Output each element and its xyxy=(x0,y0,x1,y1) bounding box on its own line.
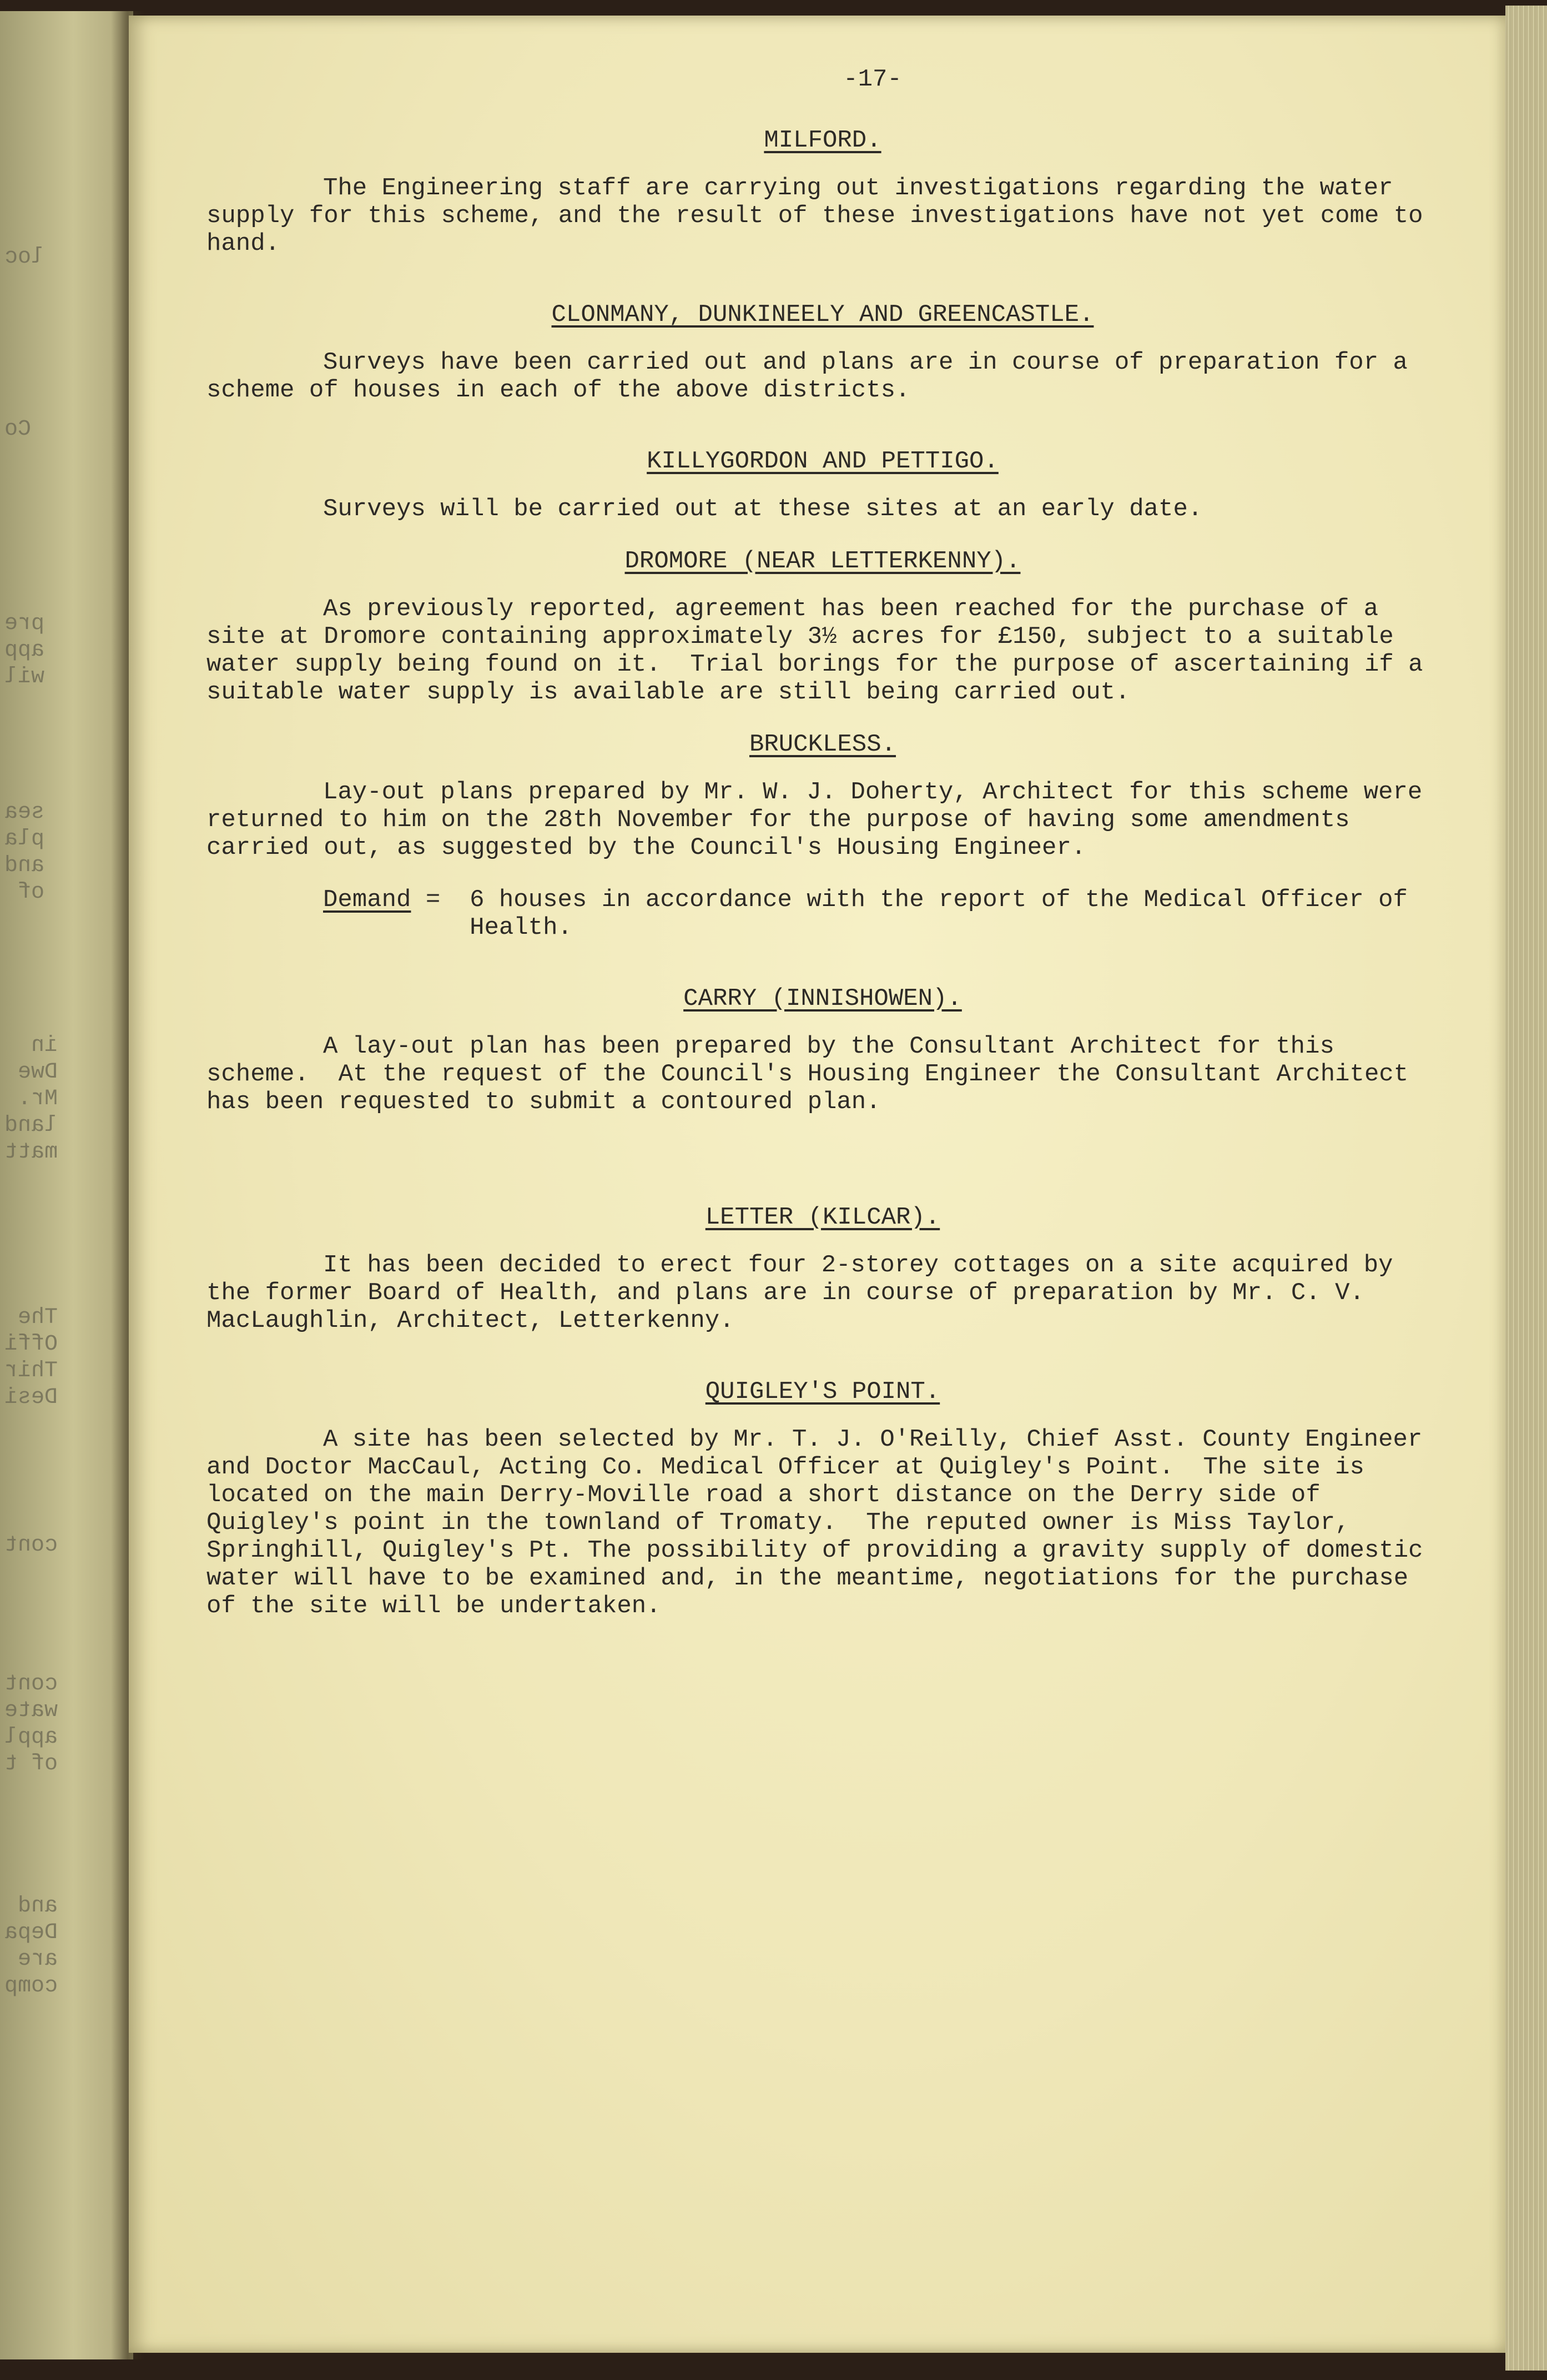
section-paragraph: Surveys have been carried out and plans are in course of preparation for a scheme of houses in each of the above districts. xyxy=(206,349,1423,404)
demand-line xyxy=(323,886,1439,942)
section-heading: QUIGLEY'S POINT. xyxy=(705,1378,940,1406)
section-paragraph: A lay-out plan has been prepared by the Consultant Architect for this scheme. At the request of the Council's Housing Engineer the Consultant Architect has been requested to submit a contoured plan. xyxy=(206,1033,1423,1116)
page-number: -17- xyxy=(843,66,902,93)
section-heading: BRUCKLESS. xyxy=(749,731,896,758)
section-heading: MILFORD. xyxy=(764,127,881,154)
section-paragraph: As previously reported, agreement has been reached for the purchase of a site at Dromore containing approximately 3½ acres for £150, subject to a suitable water supply being found on it. Trial borings for the purpose of ascertaining if a suitable water supply is available are still being carried out. xyxy=(206,595,1438,706)
bleed-through-text: The Offi Thir Desi xyxy=(4,1305,58,1410)
demand-label: Demand xyxy=(323,886,411,914)
spacer xyxy=(206,1159,1439,1204)
bleed-through-text: Co xyxy=(4,417,32,442)
demand-equals: = xyxy=(411,886,470,914)
section-paragraph: The Engineering staff are carrying out investigations regarding the water supply for this scheme, and the result of these investigations have not yet come to hand. xyxy=(206,174,1438,258)
section-heading: KILLYGORDON AND PETTIGO. xyxy=(647,447,999,475)
page-stack-edge xyxy=(1505,6,1547,2371)
section-heading: CARRY (INNISHOWEN). xyxy=(683,985,962,1013)
section-paragraph: Surveys will be carried out at these sites at an early date. xyxy=(323,495,1203,523)
section-paragraph: A site has been selected by Mr. T. J. O'Reilly, Chief Asst. County Engineer and Doctor MacCaul, Acting Co. Medical Officer at Quigley's Point. The site is located on the main Derry-Moville road a short distance on the Derry side of Quigley's point in the townland of Tromaty. The reputed owner is Miss Taylor, Springhill, Quigley's Pt. The possibility of providing a gravity supply of domestic water will have to be examined and, in the meantime, negotiations for the purchase of the site will be undertaken. xyxy=(206,1426,1438,1620)
demand-text: 6 houses in accordance with the report of the Medical Officer of Health. xyxy=(470,886,1408,942)
bleed-through-text: cont wate appl of t xyxy=(4,1672,58,1777)
page-content xyxy=(206,66,1439,1663)
section-heading: CLONMANY, DUNKINEELY AND GREENCASTLE. xyxy=(551,301,1094,329)
bleed-through-text: in Dwe Mr. land matt xyxy=(4,1033,58,1165)
bleed-through-text: pre app wil xyxy=(4,611,45,690)
section-heading: LETTER (KILCAR). xyxy=(705,1204,940,1231)
section-heading: DROMORE (NEAR LETTERKENNY). xyxy=(624,547,1021,575)
bleed-through-text: and Depa are comp xyxy=(4,1894,58,1999)
section-paragraph: It has been decided to erect four 2-storey cottages on a site acquired by the former Board of Health, and plans are in course of preparation by Mr. C. V. MacLaughlin, Architect, Letterkenny. xyxy=(206,1251,1408,1335)
bleed-through-text: cont xyxy=(4,1533,58,1558)
section-paragraph: Lay-out plans prepared by Mr. W. J. Doherty, Architect for this scheme were returned to him on the 28th November for the purpose of having some amendments carried out, as suggested by the Council's Housing Engineer. xyxy=(206,778,1437,862)
bleed-through-text: loc xyxy=(4,245,45,270)
page xyxy=(129,16,1505,2353)
bleed-through-text: sea pla and of xyxy=(4,800,45,905)
